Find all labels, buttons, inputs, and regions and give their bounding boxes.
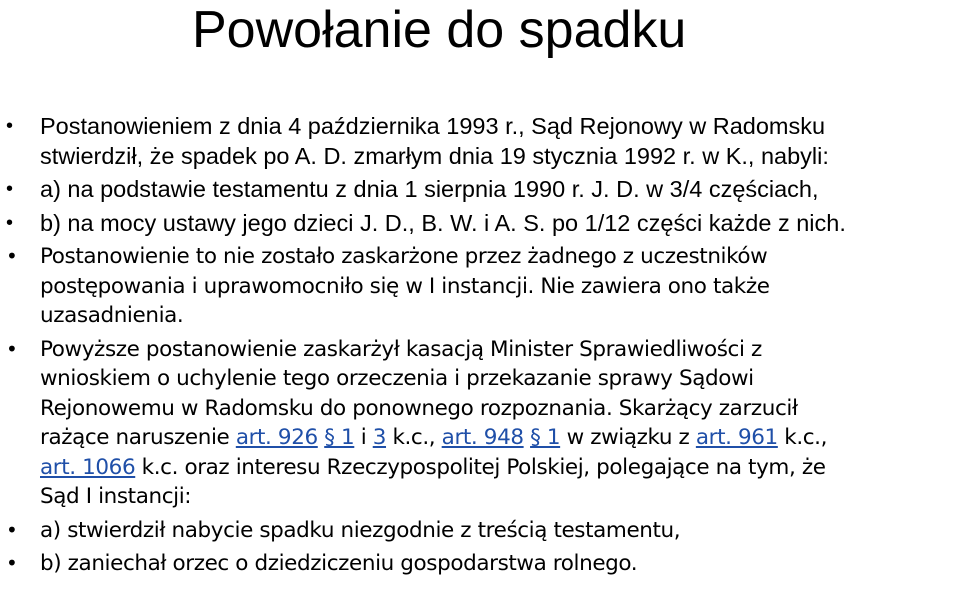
bullet-dot-icon: • bbox=[6, 336, 18, 361]
link-art-961[interactable]: art. 961 bbox=[695, 425, 778, 450]
bullet-line: a) stwierdził nabycie spadku niezgodnie z treścią testamentu, bbox=[40, 517, 681, 543]
bullet-dot-icon: • bbox=[6, 115, 14, 137]
bullet-line: stwierdził, że spadek po A. D. zmarłym dnia 19 stycznia 1992 r. w K., nabyli: bbox=[40, 142, 829, 169]
bullet-list bbox=[0, 112, 960, 583]
bullet-dot-icon: • bbox=[6, 178, 14, 200]
bullet-item bbox=[0, 335, 960, 512]
bullet-line: a) na podstawie testamentu z dnia 1 sierpnia 1990 r. J. D. w 3/4 częściach, bbox=[40, 176, 819, 202]
link-art-1066[interactable]: art. 1066 bbox=[40, 454, 136, 480]
bullet-item bbox=[0, 175, 960, 205]
text-span: i bbox=[354, 425, 373, 450]
bullet-line: Powyższe postanowienie zaskarżył kasacją Minister Sprawiedliwości z bbox=[40, 336, 762, 362]
bullet-dot-icon: • bbox=[6, 517, 18, 542]
bullet-line: Sąd I instancji: bbox=[40, 484, 192, 509]
bullet-line: Postanowieniem z dnia 4 października 1993 r., Sąd Rejonowy w Radomsku bbox=[40, 113, 826, 139]
link-art-926-par-3[interactable]: 3 bbox=[372, 425, 387, 450]
bullet-line: postępowania i uprawomocniło się w I instancji. Nie zawiera ono także bbox=[40, 273, 770, 299]
text-span: rażące naruszenie bbox=[40, 425, 236, 450]
link-art-926[interactable]: art. 926 bbox=[235, 425, 318, 450]
text-span: k.c., bbox=[386, 425, 442, 450]
bullet-dot-icon: • bbox=[6, 551, 18, 575]
link-art-948-par-1[interactable]: § 1 bbox=[530, 425, 561, 450]
bullet-item bbox=[0, 209, 960, 239]
text-span: k.c. oraz interesu Rzeczypospolitej Polskiej, polegające na tym, że bbox=[135, 454, 826, 480]
text-span: k.c., bbox=[777, 425, 828, 450]
bullet-line: b) zaniechał orzec o dziedziczeniu gospodarstwa rolnego. bbox=[40, 551, 638, 576]
bullet-item bbox=[0, 112, 960, 171]
bullet-line: Postanowienie to nie zostało zaskarżone przez żadnego z uczestników bbox=[40, 244, 768, 269]
bullet-line-with-links bbox=[40, 423, 952, 453]
bullet-item bbox=[0, 516, 960, 546]
bullet-dot-icon: • bbox=[6, 211, 14, 234]
bullet-line: uzasadnienia. bbox=[40, 303, 184, 328]
text-span: w związku z bbox=[560, 425, 696, 450]
link-art-948[interactable]: art. 948 bbox=[441, 425, 524, 450]
bullet-item bbox=[0, 242, 960, 331]
bullet-line: b) na mocy ustawy jego dzieci J. D., B. W. i A. S. po 1/12 części każde z nich. bbox=[40, 209, 846, 236]
bullet-line: Rejonowemu w Radomsku do ponownego rozpoznania. Skarżący zarzucił bbox=[40, 395, 798, 421]
bullet-line: wnioskiem o uchylenie tego orzeczenia i przekazanie sprawy Sądowi bbox=[40, 366, 754, 391]
bullet-item bbox=[0, 549, 960, 579]
link-art-926-par-1[interactable]: § 1 bbox=[324, 425, 355, 450]
slide-title: Powołanie do spadku bbox=[192, 1, 687, 59]
bullet-dot-icon: • bbox=[6, 244, 18, 268]
bullet-line-with-links bbox=[40, 453, 952, 483]
